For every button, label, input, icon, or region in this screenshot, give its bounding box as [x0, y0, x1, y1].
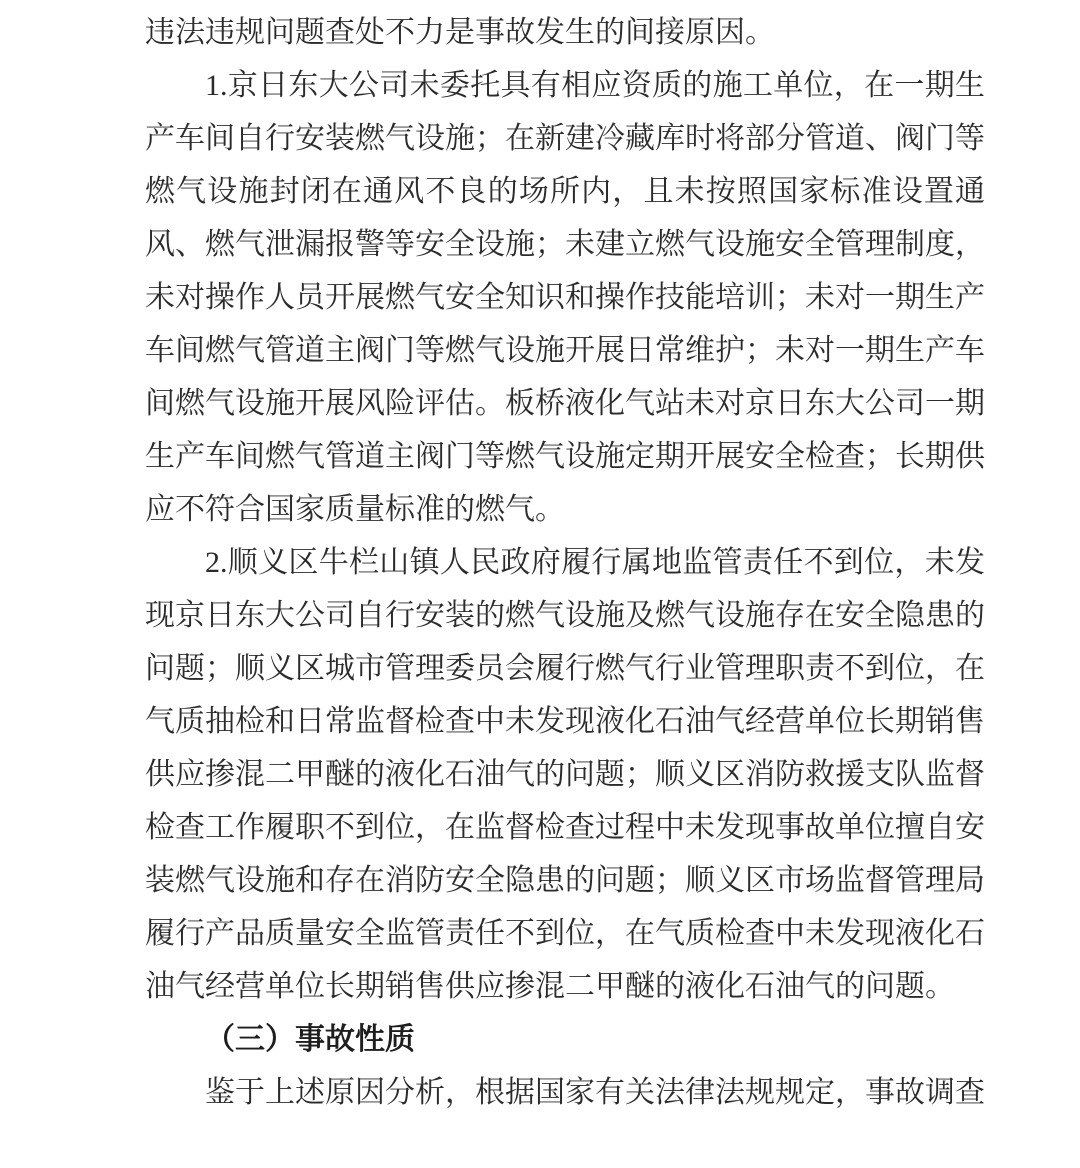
- paragraph-continuation: 违法违规问题查处不力是事故发生的间接原因。: [145, 16, 775, 49]
- section-heading-accident-nature: （三）事故性质: [205, 1023, 415, 1056]
- paragraph-item-1: 1.京日东大公司未委托具有相应资质的施工单位，在一期生产车间自行安装燃气设施；在新建冷藏库时将部分管道、阀门等燃气设施封闭在通风不良的场所内，且未按照国家标准设置通风、燃气泄漏报警等安全设施；未建立燃气设施安全管理制度，未对操作人员开展燃气安全知识和操作技能培训；未对一期生产车间燃气管道主阀门等燃气设施开展日常维护；未对一期生产车间燃气设施开展风险评估。板桥液化气站未对京日东大公司一期生产车间燃气管道主阀门等燃气设施定期开展安全检查；长期供应不符合国家质量标准的燃气。: [145, 69, 985, 526]
- document-body: [145, 6, 985, 1119]
- paragraph-item-2: 2.顺义区牛栏山镇人民政府履行属地监管责任不到位，未发现京日东大公司自行安装的燃气设施及燃气设施存在安全隐患的问题；顺义区城市管理委员会履行燃气行业管理职责不到位，在气质抽检和日常监督检查中未发现液化石油气经营单位长期销售供应掺混二甲醚的液化石油气的问题；顺义区消防救援支队监督检查工作履职不到位，在监督检查过程中未发现事故单位擅自安装燃气设施和存在消防安全隐患的问题；顺义区市场监督管理局履行产品质量安全监管责任不到位，在气质检查中未发现液化石油气经营单位长期销售供应掺混二甲醚的液化石油气的问题。: [145, 546, 985, 1003]
- paragraph-closing: 鉴于上述原因分析，根据国家有关法律法规规定，事故调查: [205, 1076, 985, 1109]
